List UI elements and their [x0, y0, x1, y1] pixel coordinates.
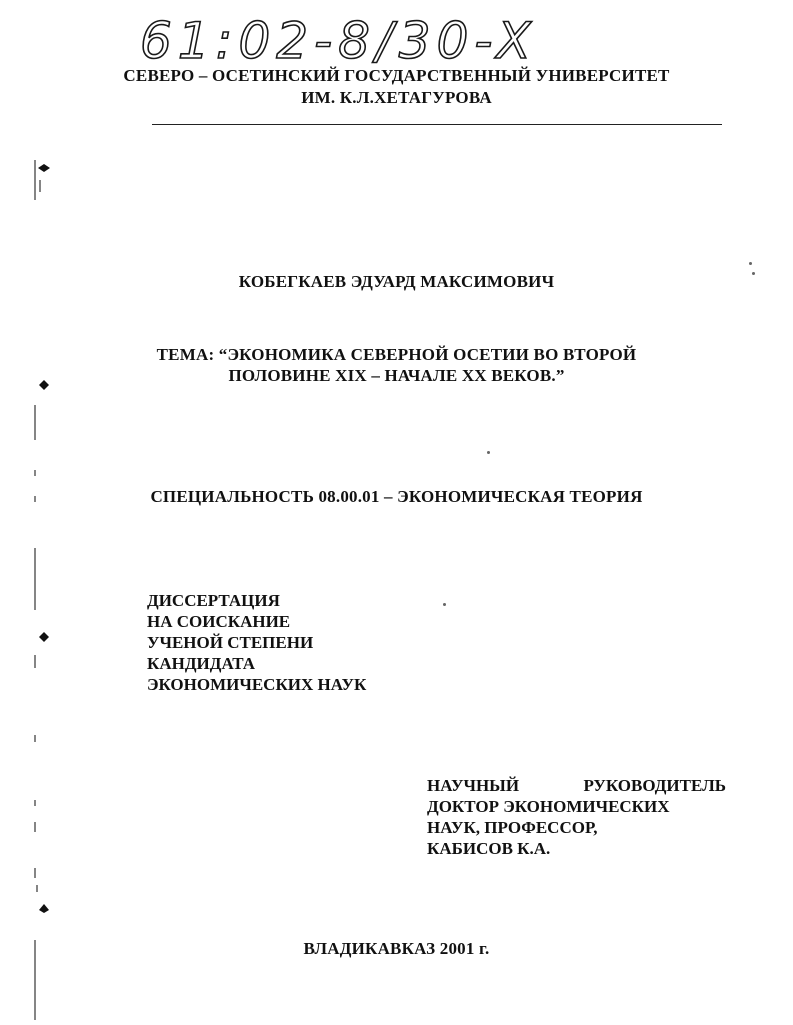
scan-speck	[443, 603, 446, 606]
scan-margin-marks	[0, 0, 60, 1025]
dissertation-line: КАНДИДАТА	[147, 654, 255, 673]
supervisor-word1: НАУЧНЫЙ	[427, 776, 520, 795]
topic-line2: ПОЛОВИНЕ XIX – НАЧАЛЕ XX ВЕКОВ.”	[228, 366, 565, 385]
supervisor-title-line	[427, 775, 726, 796]
dissertation-line: НА СОИСКАНИЕ	[147, 612, 291, 631]
handwritten-number-text: 61:02-8/30-X	[140, 12, 537, 70]
dissertation-line: ЭКОНОМИЧЕСКИХ НАУК	[147, 675, 367, 694]
author-name: КОБЕГКАЕВ ЭДУАРД МАКСИМОВИЧ	[238, 272, 555, 291]
handwritten-catalog-number	[138, 4, 548, 70]
supervisor-word2: РУКОВОДИТЕЛЬ	[583, 776, 726, 795]
city-year: ВЛАДИКАВКАЗ 2001 г.	[303, 939, 490, 958]
dissertation-block	[147, 590, 366, 695]
university-name-line2: ИМ. К.Л.ХЕТАГУРОВА	[301, 88, 492, 107]
supervisor-rank: НАУК, ПРОФЕССОР,	[427, 818, 598, 837]
scan-speck	[749, 262, 752, 265]
header-divider	[152, 124, 722, 125]
topic-line1: ТЕМА: “ЭКОНОМИКА СЕВЕРНОЙ ОСЕТИИ ВО ВТОРОЙ	[156, 345, 637, 364]
dissertation-line: ДИССЕРТАЦИЯ	[147, 591, 280, 610]
supervisor-name: КАБИСОВ К.А.	[427, 839, 551, 858]
scan-speck	[487, 451, 490, 454]
scan-speck	[752, 272, 755, 275]
dissertation-line: УЧЕНОЙ СТЕПЕНИ	[147, 633, 314, 652]
supervisor-degree: ДОКТОР ЭКОНОМИЧЕСКИХ	[427, 797, 670, 816]
specialty: СПЕЦИАЛЬНОСТЬ 08.00.01 – ЭКОНОМИЧЕСКАЯ ТЕОРИЯ	[150, 487, 643, 506]
supervisor-block	[427, 775, 726, 859]
university-name-line1: СЕВЕРО – ОСЕТИНСКИЙ ГОСУДАРСТВЕННЫЙ УНИВЕРСИТЕТ	[123, 66, 670, 85]
